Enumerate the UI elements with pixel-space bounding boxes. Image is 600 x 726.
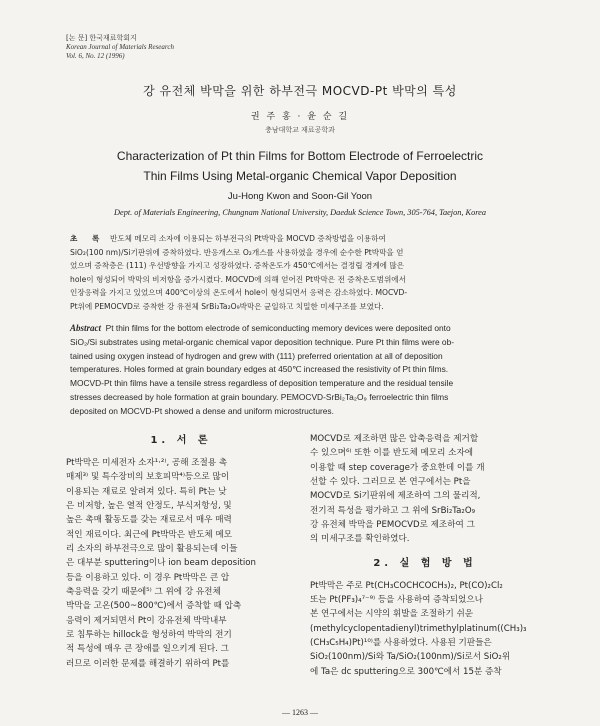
- body-line: MOCVD로 Si기판위에 제조하여 그의 물리적,: [310, 491, 481, 502]
- body-line: MOCVD로 제조하면 많은 압축응력을 제거할: [310, 434, 479, 444]
- masthead-line-2: Korean Journal of Materials Research: [66, 43, 174, 51]
- body-line: Pt박막은 주로 Pt(CH₃COCHCOCH₃)₂, Pt(CO)₂Cl₂: [310, 580, 503, 591]
- english-abstract-line: stresses decreased by hole formation at grain boundary. PEMOCVD-SrBi₂Ta₂O₉ ferroelectric thin films: [70, 391, 449, 402]
- body-line: 등을 이용하고 있다. 이 경우 Pt박막은 큰 압: [66, 572, 230, 583]
- masthead-line-3: Vol. 6, No. 12 (1996): [66, 52, 125, 60]
- body-line: 박막을 고온(500~800℃)에서 증착할 때 압축: [66, 601, 242, 612]
- body-line: 로 침투하는 hillock을 형성하여 박막의 전기: [66, 630, 232, 641]
- page-number: — 1263 —: [282, 708, 318, 717]
- body-line: (CH₃C₅H₄)Pt)¹⁰⁾를 사용하였다. 사용된 기판들은: [310, 638, 492, 649]
- body-line: 이용되는 재료로 알려져 있다. 특히 Pt는 낮: [66, 486, 227, 497]
- english-abstract-line: tained using oxygen instead of hydrogen and grew with (111) preferred orientation at all of deposition: [70, 350, 443, 361]
- korean-abstract-line: 었으며 증착층은 (111) 우선방향을 가지고 성장하였다. 증착온도가 450℃에서는 결정립 경계에 많은: [70, 261, 405, 271]
- korean-abstract: [70, 232, 530, 314]
- body-line: (methylcyclopentadienyl)trimethylplatinum((CH₃)₃: [310, 623, 527, 634]
- korean-title: 강 유전체 박막을 위한 하부전극 MOCVD-Pt 박막의 특성: [143, 84, 457, 98]
- english-abstract-line: Abstract Pt thin films for the bottom electrode of semiconducting memory devices were deposited onto: [70, 323, 451, 333]
- korean-abstract-line: 초 록 반도체 메모리 소자에 이용되는 하부전극의 Pt박막을 MOCVD 증착방법을 이용하여: [70, 232, 530, 246]
- korean-abstract-line: SiO₂(100 nm)/Si기판위에 증착하였다. 반응개스로 O₂개스를 사용하였을 경우에 순수한 Pt박막을 얻: [70, 247, 404, 257]
- english-abstract-line: deposited on MOCVD-Pt showed a dense and uniform microstructures.: [70, 405, 334, 416]
- masthead-line-1: [논 문] 한국재료학회지: [66, 34, 137, 42]
- body-line: 은 대부분 sputtering이나 ion beam deposition: [66, 558, 256, 569]
- experimental-heading: 2. 실 험 방 법: [373, 557, 477, 569]
- korean-abstract-line: Pt위에 PEMOCVD로 증착한 강 유전체 SrBi₂Ta₂O₉박막은 균일하고 치밀한 미세구조를 보였다.: [70, 301, 384, 311]
- body-line: 또는 Pt(PF₃)₄⁷⁻⁹⁾ 등을 사용하여 증착되었으나: [310, 595, 483, 606]
- body-line: 적 특성에 매우 큰 장애를 일으키게 된다. 그: [66, 644, 229, 655]
- korean-abstract-line: 인장응력을 가지고 있었으며 400℃이상의 온도에서 hole이 형성되면서 응력은 감소하였다. MOCVD-: [70, 288, 408, 298]
- english-title-line-2: Thin Films Using Metal-organic Chemical Vapor Deposition: [143, 169, 457, 183]
- body-line: 본 연구에서는 시약의 휘발을 조절하기 쉬운: [310, 609, 474, 620]
- body-line: 선할 수 있다. 그러므로 본 연구에서는 Pt을: [310, 477, 471, 488]
- body-line: 은 비저항, 높은 열적 안정도, 부식저항성, 및: [66, 501, 232, 512]
- body-line: 수 있으며⁶⁾ 또한 이를 반도체 메모리 소자에: [310, 448, 474, 459]
- english-authors: Ju-Hong Kwon and Soon-Gil Yoon: [227, 191, 373, 202]
- introduction-heading: 1. 서 론: [150, 435, 212, 446]
- korean-abstract-label: 초 록: [70, 234, 106, 243]
- english-title-line-1: Characterization of Pt thin Films for Bottom Electrode of Ferroelectric: [116, 149, 484, 163]
- korean-authors: 권 주 홍 · 윤 순 길: [250, 112, 350, 122]
- body-line: SiO₂(100nm)/Si와 Ta/SiO₂(100nm)/Si로서 SiO₂위: [310, 652, 511, 663]
- korean-abstract-line: hole이 형성되어 박막의 비저항을 증가시켰다. MOCVD에 의해 얻어진 Pt박막은 전 증착온도범위에서: [70, 274, 406, 284]
- body-line: 강 유전체 박막을 PEMOCVD로 제조하여 그: [310, 520, 475, 531]
- english-title: [0, 146, 600, 186]
- korean-affiliation: 충남대학교 재료공학과: [265, 126, 335, 134]
- body-line: 매제³⁾ 및 특수장비의 보호피막⁴⁾등으로 많이: [66, 472, 230, 483]
- body-line: 이용할 때 step coverage가 중요한데 이를 개: [310, 462, 485, 473]
- right-column: [310, 432, 540, 679]
- body-line: 적인 재료이다. 최근에 Pt박막은 반도체 메모: [66, 529, 233, 540]
- body-line: Pt박막은 미세전자 소자¹·²⁾, 공해 조절용 촉: [66, 458, 228, 468]
- body-line: 리 소자의 하부전극으로 많이 활용되는데 이들: [66, 544, 238, 555]
- body-line: 의 미세구조를 확인하였다.: [310, 534, 410, 545]
- english-abstract-line: temperatures. Holes formed at grain boundary edges at 450℃ increased the resistivity of Pt thin films.: [70, 364, 449, 375]
- english-department: Dept. of Materials Engineering, Chungnam National University, Daeduk Science Town, 305-764, Taejon, Korea: [114, 208, 486, 217]
- english-abstract: [70, 322, 530, 419]
- body-line: 전기적 특성을 평가하고 그 위에 SrBi₂Ta₂O₉: [310, 505, 476, 516]
- body-line: 응력이 제거되면서 Pt이 강유전체 박막내부: [66, 615, 227, 626]
- body-line: 높은 촉매 활동도를 갖는 재료로서 매우 매력: [66, 515, 232, 526]
- body-line: 러므로 이러한 문제를 해결하기 위하여 Pt를: [66, 658, 230, 669]
- body-line: 축응력을 갖기 때문에⁵⁾ 그 위에 강 유전체: [66, 587, 221, 598]
- english-abstract-line: MOCVD-Pt thin films have a tensile stress regardless of deposition temperature and the residual tensile: [70, 378, 454, 389]
- body-line: 에 Ta은 dc sputtering으로 300℃에서 15분 증착: [310, 666, 502, 677]
- journal-masthead: [66, 34, 174, 61]
- english-abstract-label: Abstract: [70, 323, 102, 333]
- english-abstract-line: SiO₂/Si substrates using metal-organic chemical vapor deposition technique. Pure Pt thin films were ob-: [70, 336, 455, 347]
- left-column: [66, 432, 296, 671]
